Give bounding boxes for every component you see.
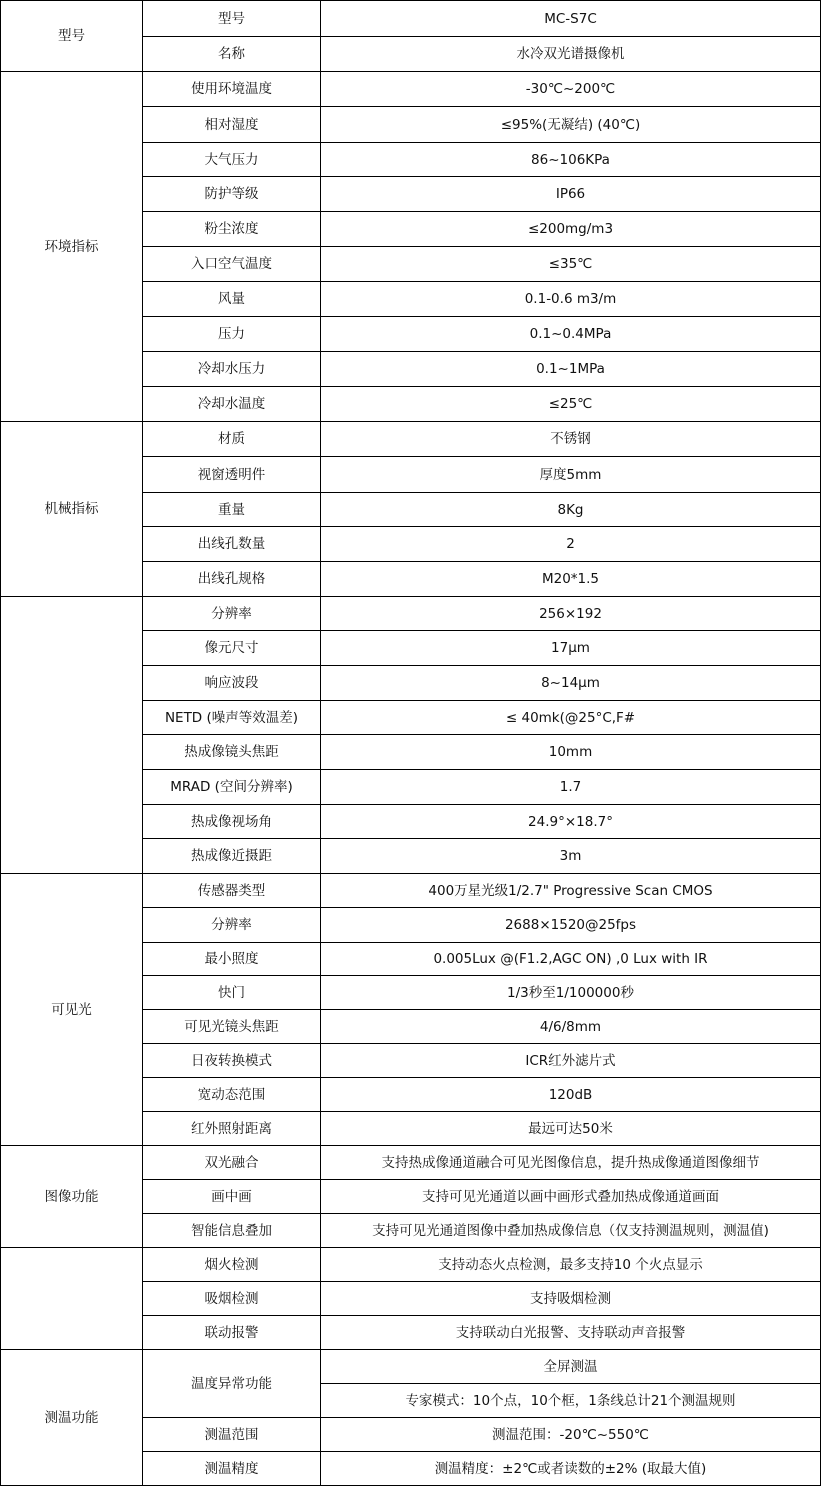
- category-cell: 环境指标: [1, 72, 143, 422]
- category-cell: [1, 597, 143, 874]
- param-cell: 重量: [143, 493, 321, 527]
- param-cell: 冷却水温度: [143, 387, 321, 422]
- value-cell: 17μm: [321, 631, 821, 666]
- value-cell: 8Kg: [321, 493, 821, 527]
- param-cell: 烟火检测: [143, 1248, 321, 1282]
- param-cell: 可见光镜头焦距: [143, 1010, 321, 1044]
- table-row: [1, 422, 821, 457]
- param-cell: 分辨率: [143, 908, 321, 943]
- value-cell: 0.1~0.4MPa: [321, 317, 821, 352]
- value-cell: 支持热成像通道融合可见光图像信息，提升热成像通道图像细节: [321, 1146, 821, 1180]
- value-cell: ≤25℃: [321, 387, 821, 422]
- value-cell: ≤200mg/m3: [321, 212, 821, 247]
- param-cell: 温度异常功能: [143, 1350, 321, 1418]
- value-cell: 水冷双光谱摄像机: [321, 37, 821, 72]
- param-cell: 智能信息叠加: [143, 1214, 321, 1248]
- value-cell: IP66: [321, 177, 821, 212]
- table-row: [1, 597, 821, 631]
- param-cell: 热成像镜头焦距: [143, 735, 321, 770]
- value-cell: 24.9°×18.7°: [321, 805, 821, 839]
- table-row: [1, 1146, 821, 1180]
- param-cell: 像元尺寸: [143, 631, 321, 666]
- value-cell: ≤35℃: [321, 247, 821, 282]
- param-cell: 热成像视场角: [143, 805, 321, 839]
- value-cell: 厚度5mm: [321, 457, 821, 493]
- table-row: [1, 874, 821, 908]
- value-cell: ICR红外滤片式: [321, 1044, 821, 1078]
- value-cell: 3m: [321, 839, 821, 874]
- param-cell: 快门: [143, 976, 321, 1010]
- table-row: [1, 72, 821, 107]
- category-cell: [1, 1248, 143, 1350]
- param-cell: 双光融合: [143, 1146, 321, 1180]
- value-cell: 1/3秒至1/100000秒: [321, 976, 821, 1010]
- value-cell: 专家模式：10个点，10个框，1条线总计21个测温规则: [321, 1384, 821, 1418]
- param-cell: 最小照度: [143, 943, 321, 976]
- table-row: [1, 1248, 821, 1282]
- value-cell: M20*1.5: [321, 562, 821, 597]
- value-cell: 0.1~1MPa: [321, 352, 821, 387]
- value-cell: 1.7: [321, 770, 821, 805]
- param-cell: 风量: [143, 282, 321, 317]
- param-cell: 压力: [143, 317, 321, 352]
- param-cell: 材质: [143, 422, 321, 457]
- value-cell: 支持可见光通道以画中画形式叠加热成像通道画面: [321, 1180, 821, 1214]
- value-cell: 400万星光级1/2.7" Progressive Scan CMOS: [321, 874, 821, 908]
- category-cell: 图像功能: [1, 1146, 143, 1248]
- param-cell: 相对湿度: [143, 107, 321, 143]
- value-cell: MC-S7C: [321, 1, 821, 37]
- value-cell: ≤ 40mk(@25°C,F#: [321, 701, 821, 735]
- param-cell: 联动报警: [143, 1316, 321, 1350]
- param-cell: 测温精度: [143, 1452, 321, 1486]
- param-cell: 防护等级: [143, 177, 321, 212]
- param-cell: NETD (噪声等效温差): [143, 701, 321, 735]
- param-cell: 分辨率: [143, 597, 321, 631]
- value-cell: 86~106KPa: [321, 143, 821, 177]
- category-cell: 可见光: [1, 874, 143, 1146]
- param-cell: MRAD (空间分辨率): [143, 770, 321, 805]
- param-cell: 名称: [143, 37, 321, 72]
- value-cell: 10mm: [321, 735, 821, 770]
- param-cell: 视窗透明件: [143, 457, 321, 493]
- value-cell: 0.1-0.6 m3/m: [321, 282, 821, 317]
- category-cell: 测温功能: [1, 1350, 143, 1486]
- value-cell: -30℃~200℃: [321, 72, 821, 107]
- value-cell: 不锈钢: [321, 422, 821, 457]
- param-cell: 型号: [143, 1, 321, 37]
- param-cell: 热成像近摄距: [143, 839, 321, 874]
- value-cell: 2688×1520@25fps: [321, 908, 821, 943]
- param-cell: 测温范围: [143, 1418, 321, 1452]
- value-cell: 120dB: [321, 1078, 821, 1112]
- param-cell: 画中画: [143, 1180, 321, 1214]
- value-cell: 支持动态火点检测，最多支持10 个火点显示: [321, 1248, 821, 1282]
- param-cell: 大气压力: [143, 143, 321, 177]
- param-cell: 入口空气温度: [143, 247, 321, 282]
- value-cell: 测温精度：±2℃或者读数的±2% (取最大值): [321, 1452, 821, 1486]
- param-cell: 吸烟检测: [143, 1282, 321, 1316]
- value-cell: 最远可达50米: [321, 1112, 821, 1146]
- value-cell: 8~14μm: [321, 666, 821, 701]
- param-cell: 粉尘浓度: [143, 212, 321, 247]
- table-row: [1, 1350, 821, 1384]
- param-cell: 出线孔数量: [143, 527, 321, 562]
- category-cell: 型号: [1, 1, 143, 72]
- param-cell: 红外照射距离: [143, 1112, 321, 1146]
- value-cell: 全屏测温: [321, 1350, 821, 1384]
- param-cell: 出线孔规格: [143, 562, 321, 597]
- value-cell: 0.005Lux @(F1.2,AGC ON) ,0 Lux with IR: [321, 943, 821, 976]
- category-cell: 机械指标: [1, 422, 143, 597]
- value-cell: 256×192: [321, 597, 821, 631]
- value-cell: 测温范围：-20℃~550℃: [321, 1418, 821, 1452]
- param-cell: 响应波段: [143, 666, 321, 701]
- value-cell: 2: [321, 527, 821, 562]
- param-cell: 冷却水压力: [143, 352, 321, 387]
- param-cell: 宽动态范围: [143, 1078, 321, 1112]
- table-row: [1, 1, 821, 37]
- value-cell: 支持联动白光报警、支持联动声音报警: [321, 1316, 821, 1350]
- param-cell: 日夜转换模式: [143, 1044, 321, 1078]
- value-cell: 支持可见光通道图像中叠加热成像信息（仅支持测温规则，测温值): [321, 1214, 821, 1248]
- value-cell: 4/6/8mm: [321, 1010, 821, 1044]
- value-cell: 支持吸烟检测: [321, 1282, 821, 1316]
- param-cell: 传感器类型: [143, 874, 321, 908]
- value-cell: ≤95%(无凝结) (40℃): [321, 107, 821, 143]
- param-cell: 使用环境温度: [143, 72, 321, 107]
